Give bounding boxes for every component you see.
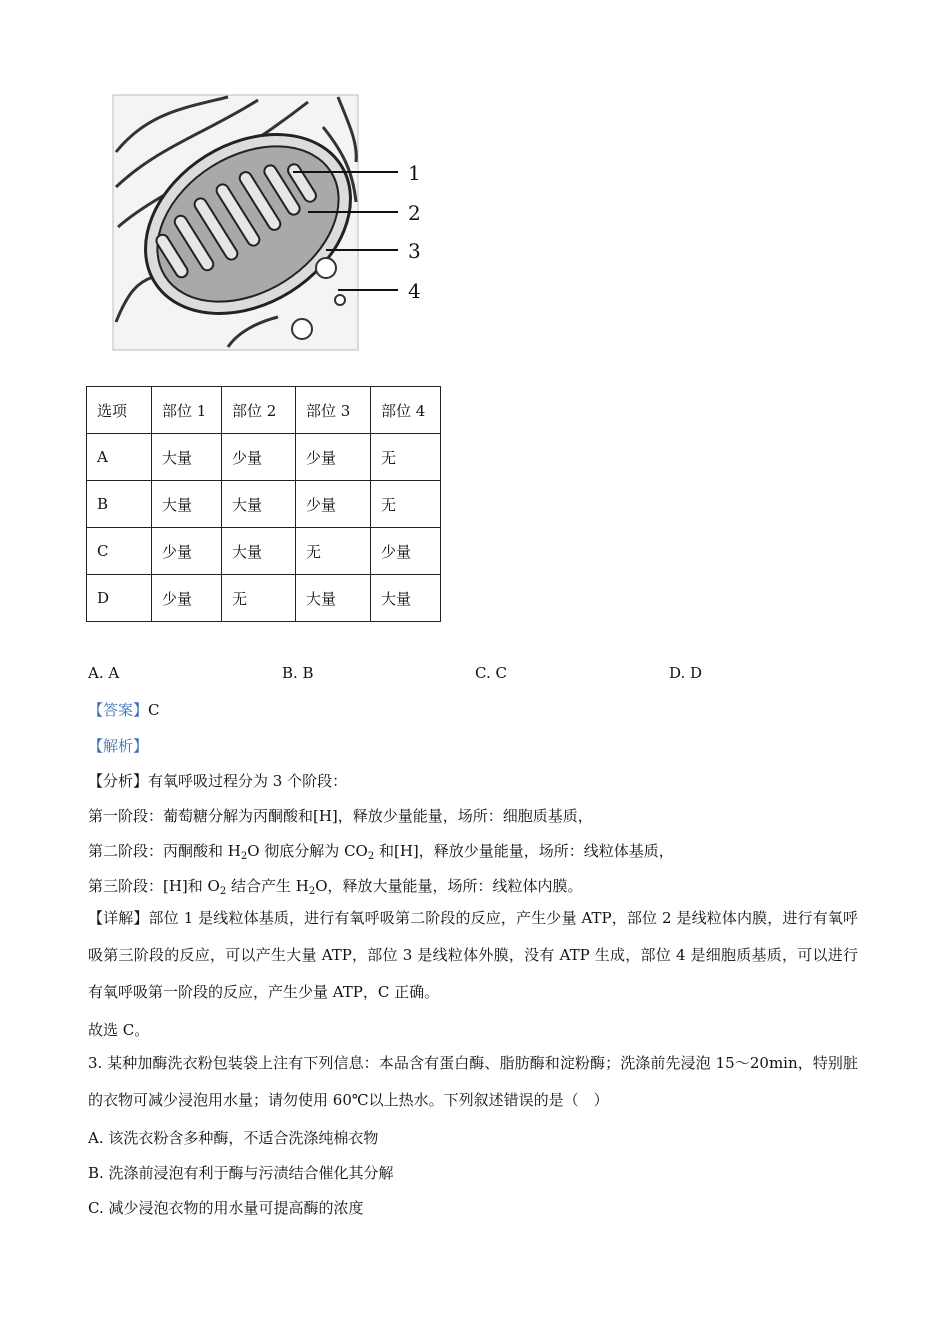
table-cell: 大量 bbox=[371, 575, 441, 622]
table-header-cell: 部位 3 bbox=[296, 387, 371, 434]
answer-line bbox=[88, 699, 160, 720]
choice-c: C. C bbox=[475, 664, 507, 682]
answer-tag: 【答案】 bbox=[88, 701, 149, 719]
question-3-option-c: C. 减少浸泡衣物的用水量可提高酶的浓度 bbox=[88, 1199, 364, 1217]
table-cell: A bbox=[87, 434, 152, 481]
subscript: 2 bbox=[308, 886, 316, 897]
table-cell: 少量 bbox=[152, 575, 222, 622]
question-3-option-b: B. 洗涤前浸泡有利于酶与污渍结合催化其分解 bbox=[88, 1164, 394, 1182]
table-cell: 无 bbox=[296, 528, 371, 575]
question-3-stem: 3. 某种加酶洗衣粉包装袋上注有下列信息：本品含有蛋白酶、脂肪酶和淀粉酶；洗涤前先浸泡 15～20min，特别脏的衣物可减少浸泡用水量；请勿使用 60℃以上热水。下列叙述错误的是（ ） bbox=[88, 1054, 858, 1109]
detail-paragraph bbox=[88, 900, 858, 1011]
stage-2-text: 第二阶段：丙酮酸和 H bbox=[88, 842, 241, 860]
stage-3-text: 结合产生 H bbox=[226, 877, 309, 895]
table-cell: 无 bbox=[371, 434, 441, 481]
question-3-option-a: A. 该洗衣粉含多种酶，不适合洗涤纯棉衣物 bbox=[88, 1129, 379, 1147]
answer-value: C bbox=[148, 701, 160, 719]
stage-3-text: O，释放大量能量，场所：线粒体内膜。 bbox=[315, 877, 583, 895]
answer-choices bbox=[88, 664, 848, 684]
table-cell: 少量 bbox=[152, 528, 222, 575]
table-cell: 少量 bbox=[371, 528, 441, 575]
table-cell: 大量 bbox=[152, 434, 222, 481]
figure-label-4: 4 bbox=[408, 279, 421, 303]
table-cell: 少量 bbox=[296, 481, 371, 528]
table-row bbox=[87, 575, 441, 622]
stage-2 bbox=[88, 840, 674, 861]
table-cell: B bbox=[87, 481, 152, 528]
table-header-cell: 部位 1 bbox=[152, 387, 222, 434]
stage-2-text: O 彻底分解为 CO bbox=[247, 842, 368, 860]
choice-b: B. B bbox=[282, 664, 314, 682]
subscript: 2 bbox=[240, 851, 248, 862]
table-cell: 大量 bbox=[296, 575, 371, 622]
table-cell: 少量 bbox=[296, 434, 371, 481]
stage-1: 第一阶段：葡萄糖分解为丙酮酸和[H]，释放少量能量，场所：细胞质基质， bbox=[88, 807, 593, 825]
choice-d: D. D bbox=[669, 664, 703, 682]
table-row bbox=[87, 528, 441, 575]
choice-a: A. A bbox=[88, 664, 120, 682]
intro-tag: 【分析】 bbox=[88, 772, 149, 790]
detail-tag: 【详解】 bbox=[88, 909, 149, 927]
table-cell: 大量 bbox=[222, 528, 296, 575]
stage-3-text: 第三阶段：[H]和 O bbox=[88, 877, 220, 895]
conclusion: 故选 C。 bbox=[88, 1021, 150, 1039]
table-cell: 无 bbox=[371, 481, 441, 528]
options-table bbox=[86, 386, 441, 622]
table-header-row bbox=[87, 387, 441, 434]
table-header-cell: 部位 2 bbox=[222, 387, 296, 434]
stage-3 bbox=[88, 875, 583, 896]
table-cell: C bbox=[87, 528, 152, 575]
table-cell: 大量 bbox=[222, 481, 296, 528]
intro-text: 有氧呼吸过程分为 3 个阶段： bbox=[148, 772, 348, 790]
figure-label-2: 2 bbox=[408, 201, 421, 225]
analysis-tag: 【解析】 bbox=[88, 737, 149, 755]
analysis-intro bbox=[88, 770, 347, 791]
figure-label-3: 3 bbox=[408, 239, 421, 263]
subscript: 2 bbox=[219, 886, 227, 897]
mitochondrion-figure bbox=[108, 92, 428, 354]
table-header-cell: 选项 bbox=[87, 387, 152, 434]
table-cell: 大量 bbox=[152, 481, 222, 528]
table-cell: 无 bbox=[222, 575, 296, 622]
stage-2-text: 和[H]，释放少量能量，场所：线粒体基质， bbox=[374, 842, 674, 860]
table-cell: 少量 bbox=[222, 434, 296, 481]
table-row bbox=[87, 481, 441, 528]
table-row bbox=[87, 434, 441, 481]
detail-text: 部位 1 是线粒体基质，进行有氧呼吸第二阶段的反应，产生少量 ATP，部位 2 是线粒体内膜，进行有氧呼吸第三阶段的反应，可以产生大量 ATP，部位 3 是线粒体外膜，没有 ATP 生成，部位 4 是细胞质基质，可以进行有氧呼吸第一阶段的反应，产生少量 ATP，C 正确。 bbox=[88, 909, 858, 1001]
table-cell: D bbox=[87, 575, 152, 622]
figure-label-1: 1 bbox=[408, 161, 421, 185]
subscript: 2 bbox=[367, 851, 375, 862]
table-header-cell: 部位 4 bbox=[371, 387, 441, 434]
